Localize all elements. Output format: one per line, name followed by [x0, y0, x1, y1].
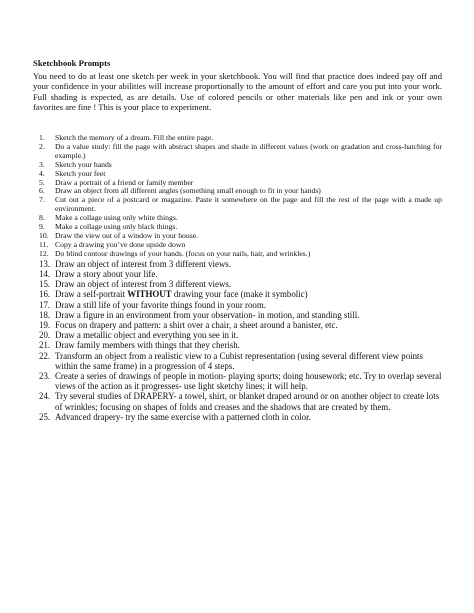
prompt-number: 6.: [39, 186, 45, 196]
prompt-number: 16.: [39, 289, 51, 300]
prompt-number: 17.: [39, 299, 51, 310]
prompt-number: 22.: [39, 350, 51, 361]
intro-paragraph: You need to do at least one sketch per week in your sketchbook. You will find that practice does indeed pay off and your confidence in your abilities will increase proportionally to the amount of effort and care you put into your work. Full shading is expected, as are details. Use of colored pencils or other materials like pen and ink or your own favorites are fine ! This is your place to experiment.: [33, 71, 442, 113]
prompt-number: 18.: [39, 309, 51, 320]
prompt-item: [33, 330, 442, 340]
prompt-item: [33, 259, 442, 269]
prompt-number: 9.: [39, 222, 45, 232]
prompt-number: 14.: [39, 268, 51, 279]
prompt-number: 15.: [39, 279, 51, 290]
prompt-text: Draw an object from all different angles (something small enough to fit in your hands): [55, 186, 321, 196]
prompt-text: [55, 289, 442, 299]
prompt-text: Advanced drapery- try the same exercise with a patterned cloth in color.: [55, 411, 311, 422]
prompt-text: Draw an object of interest from 3 different views.: [55, 258, 232, 269]
prompt-number: 4.: [39, 168, 45, 178]
prompt-text: Focus on drapery and pattern: a shirt over a chair, a sheet around a banister, etc.: [55, 319, 338, 330]
prompt-text: Make a collage using only black things.: [55, 222, 178, 232]
prompt-item: [33, 279, 442, 289]
prompt-number: 10.: [39, 230, 49, 240]
prompt-number: 2.: [39, 141, 45, 151]
prompt-item: [33, 340, 442, 350]
prompt-text: Draw a still life of your favorite things found in your room.: [55, 299, 266, 310]
prompt-text: Draw an object of interest from 3 different views.: [55, 279, 232, 290]
prompt-text-after: drawing your face (make it symbolic): [171, 289, 308, 300]
prompt-number: 13.: [39, 258, 51, 269]
prompt-item: [33, 289, 442, 299]
prompt-item: [33, 196, 442, 214]
prompt-text: Draw a portrait of a friend or family member: [55, 177, 194, 187]
prompt-text: Draw a metallic object and everything you see in it.: [55, 330, 239, 341]
prompt-text-emphasis: WITHOUT: [127, 289, 172, 300]
prompt-number: 3.: [39, 159, 45, 169]
prompt-text: Draw a figure in an environment from your observation- in motion, and standing still.: [55, 309, 360, 320]
prompt-number: 12.: [39, 248, 49, 258]
prompt-item: [33, 300, 442, 310]
prompt-number: 19.: [39, 319, 51, 330]
prompt-text: Create a series of drawings of people in motion- playing sports; doing housework; etc. Try to overlap several views of the action as it progresses- use light sketchy lines; it will help.: [55, 370, 442, 392]
prompt-text: Sketch your hands: [55, 159, 112, 169]
prompt-item: [33, 391, 442, 411]
prompt-text: Sketch your feet: [55, 168, 106, 178]
prompt-text: Transform an object from a realistic view to a Cubist representation (using several different view points within the same frame) in a progression of 4 steps.: [55, 350, 423, 371]
prompt-number: 20.: [39, 330, 51, 341]
prompt-text-before: Draw a self-portrait: [55, 289, 128, 300]
prompt-number: 25.: [39, 411, 51, 422]
prompt-item: [33, 412, 442, 422]
prompt-number: 11.: [39, 239, 49, 249]
prompt-number: 8.: [39, 213, 45, 223]
prompt-number: 23.: [39, 370, 51, 381]
document-title: Sketchbook Prompts: [33, 58, 111, 68]
prompt-text: Draw the view out of a window in your house.: [55, 230, 199, 240]
prompt-text: Draw family members with things that they cherish.: [55, 340, 240, 351]
prompt-number: 5.: [39, 177, 45, 187]
prompt-item: [33, 250, 442, 259]
prompt-number: 7.: [39, 195, 45, 205]
prompt-item: [33, 143, 442, 161]
prompt-text: Sketch the memory of a dream. Fill the entire page.: [55, 133, 214, 142]
prompt-item: [33, 371, 442, 391]
prompt-item: [33, 269, 442, 279]
prompt-number: 1.: [39, 133, 45, 142]
prompt-number: 21.: [39, 340, 51, 351]
prompt-text: Copy a drawing you’ve done upside down: [55, 239, 186, 249]
prompt-text: Try several studies of DRAPERY- a towel, shirt, or blanket draped around or on another object to create lots of wrinkles; focusing on shapes of folds and creases and the shadows that are created by them.: [55, 391, 440, 412]
prompt-text: Do a value study: fill the page with abstract shapes and shade in different values (work on gradation and cross-hatching for example.): [55, 141, 442, 160]
prompt-item: [33, 351, 442, 371]
prompt-text: Do blind contour drawings of your hands. (focus on your nails, hair, and wrinkles.): [55, 248, 311, 258]
prompt-text: Cut out a piece of a postcard or magazine. Paste it somewhere on the page and fill the rest of the page with a made up environment.: [55, 195, 442, 214]
prompt-list: [33, 134, 442, 422]
prompt-text: Make a collage using only white things.: [55, 213, 178, 223]
prompt-item: [33, 310, 442, 320]
prompt-text: Draw a story about your life.: [55, 268, 158, 279]
prompt-number: 24.: [39, 391, 51, 402]
prompt-item: [33, 320, 442, 330]
